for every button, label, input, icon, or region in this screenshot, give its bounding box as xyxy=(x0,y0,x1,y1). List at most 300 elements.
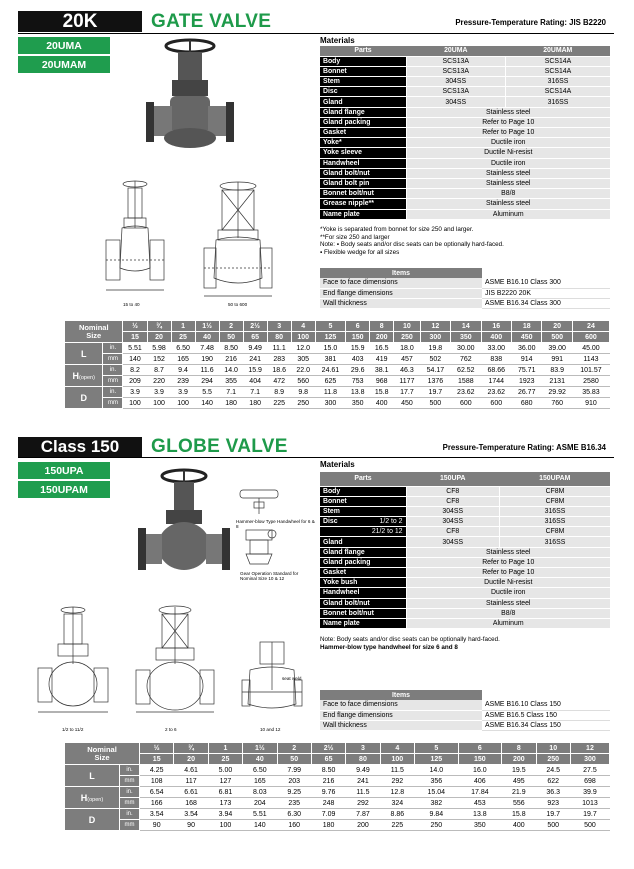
size-mm: 400 xyxy=(481,332,511,343)
item-standard: ASME B16.10 Class 300 xyxy=(482,278,610,288)
globe-code-badge: Class 150 xyxy=(18,437,142,457)
size-mm: 600 xyxy=(572,332,609,343)
dimension-value: 910 xyxy=(572,398,609,409)
dimension-value: 6.30 xyxy=(277,809,311,820)
globe-title: GLOBE VALVE xyxy=(151,436,288,457)
dimension-value: 7.1 xyxy=(243,387,267,398)
material-row xyxy=(320,537,610,547)
unit-in: in. xyxy=(103,387,123,398)
material-common-value: Stainless steel xyxy=(406,598,610,608)
material-common-value: Refer to Page 10 xyxy=(406,557,610,567)
dimension-value: 11.6 xyxy=(195,365,219,376)
material-part: Gasket xyxy=(320,128,406,138)
dimension-value: 13.8 xyxy=(346,387,370,398)
material-row xyxy=(320,486,610,496)
size-mm-row xyxy=(65,754,610,765)
dimension-value: 698 xyxy=(570,776,609,787)
dimension-value: 9.49 xyxy=(346,765,380,776)
dimension-value: 160 xyxy=(277,820,311,831)
size-inch: 2½ xyxy=(243,321,267,332)
size-inch: 6 xyxy=(346,321,370,332)
material-value-a: 304SS xyxy=(406,506,500,516)
item-name: End flange dimensions xyxy=(320,288,482,298)
dimension-letter: H xyxy=(72,370,80,381)
gate-dimension-table xyxy=(64,320,610,409)
dimension-value: 62.52 xyxy=(451,365,481,376)
dimension-value: 400 xyxy=(502,820,536,831)
material-row xyxy=(320,189,610,199)
size-mm: 200 xyxy=(370,332,394,343)
dimension-value: 165 xyxy=(171,354,195,365)
dimension-value: 16.0 xyxy=(458,765,502,776)
unit-mm: mm xyxy=(120,820,140,831)
dimension-value: 209 xyxy=(123,376,147,387)
gate-model-tab-2[interactable]: 20UMAM xyxy=(18,56,110,73)
dimension-row-in xyxy=(65,387,610,398)
size-inch: 8 xyxy=(502,743,536,754)
dimension-value: 14.0 xyxy=(415,765,459,776)
size-inch: 6 xyxy=(458,743,502,754)
dimension-value: 5.51 xyxy=(123,343,147,354)
size-inch: 2½ xyxy=(311,743,345,754)
dimension-letter: L xyxy=(89,770,95,781)
dimension-value: 923 xyxy=(536,798,570,809)
dimension-value: 18.6 xyxy=(267,365,291,376)
dimension-value: 8.86 xyxy=(380,809,414,820)
globe-divider xyxy=(18,457,614,458)
dimension-value: 225 xyxy=(267,398,291,409)
size-mm: 20 xyxy=(147,332,171,343)
dimension-value: 54.17 xyxy=(420,365,450,376)
dimension-label xyxy=(65,387,103,409)
dimension-value: 239 xyxy=(171,376,195,387)
material-part: Gland bolt pin xyxy=(320,178,406,188)
dimension-value: 760 xyxy=(542,398,572,409)
material-part-name: Stem xyxy=(323,507,340,515)
material-value-a: CF8 xyxy=(406,486,500,496)
globe-rating: Pressure-Temperature Rating: ASME B16.34 xyxy=(442,443,606,452)
dimension-value: 15.0 xyxy=(315,343,345,354)
material-part: Bonnet bolt/nut xyxy=(320,608,406,618)
size-inch: 3 xyxy=(267,321,291,332)
globe-drawing-large-label: 10 and 12 xyxy=(260,727,281,732)
dimension-value: 4.25 xyxy=(140,765,174,776)
dimension-value: 600 xyxy=(451,398,481,409)
dimension-value: 1744 xyxy=(481,376,511,387)
size-mm: 20 xyxy=(174,754,208,765)
dimension-value: 5.51 xyxy=(243,809,277,820)
material-common-value: Stainless steel xyxy=(406,107,610,117)
size-mm: 450 xyxy=(512,332,542,343)
dimension-value: 45.00 xyxy=(572,343,609,354)
size-inch-row xyxy=(65,321,610,332)
material-part: Gland packing xyxy=(320,557,406,567)
material-value-b: 316SS xyxy=(500,537,611,547)
material-common-value: Refer to Page 10 xyxy=(406,568,610,578)
material-row xyxy=(320,578,610,588)
dimension-value: 753 xyxy=(346,376,370,387)
gear-operation-drawing xyxy=(238,528,280,566)
material-value-a: SCS13A xyxy=(406,87,506,97)
dimension-value: 8.03 xyxy=(243,787,277,798)
material-part: Stem xyxy=(320,77,406,87)
material-part: Yoke bush xyxy=(320,578,406,588)
dimension-value: 457 xyxy=(394,354,420,365)
dimension-value: 500 xyxy=(536,820,570,831)
dimension-value: 350 xyxy=(346,398,370,409)
dimension-value: 560 xyxy=(291,376,315,387)
dimension-value: 15.9 xyxy=(243,365,267,376)
size-inch: 8 xyxy=(370,321,394,332)
dimension-value: 248 xyxy=(311,798,345,809)
hammer-blow-handwheel-drawing xyxy=(238,486,280,516)
unit-in: in. xyxy=(120,787,140,798)
size-inch: 5 xyxy=(415,743,459,754)
dimension-value: 305 xyxy=(291,354,315,365)
size-inch: ¾ xyxy=(147,321,171,332)
dimension-value: 190 xyxy=(195,354,219,365)
items-header: Items xyxy=(320,690,482,700)
dimension-value: 30.00 xyxy=(451,343,481,354)
dimension-value: 241 xyxy=(243,354,267,365)
globe-valve-photo xyxy=(136,468,232,584)
globe-model-tab-1[interactable]: 150UPA xyxy=(18,462,110,479)
size-mm: 15 xyxy=(123,332,147,343)
dimension-value: 356 xyxy=(415,776,459,787)
material-row xyxy=(320,527,610,537)
material-value-b: 316SS xyxy=(506,77,611,87)
dimension-value: 11.5 xyxy=(346,787,380,798)
dimension-row-in xyxy=(65,787,610,798)
dimension-value: 39.00 xyxy=(542,343,572,354)
dimension-value: 16.5 xyxy=(370,343,394,354)
size-inch: 12 xyxy=(570,743,609,754)
material-common-value: B8/8 xyxy=(406,189,610,199)
material-row xyxy=(320,77,610,87)
size-mm: 65 xyxy=(243,332,267,343)
size-mm: 65 xyxy=(311,754,345,765)
gate-model-tab-1[interactable]: 20UMA xyxy=(18,37,110,54)
dimension-value: 3.94 xyxy=(208,809,242,820)
dimension-value: 7.48 xyxy=(195,343,219,354)
items-row xyxy=(320,278,610,288)
size-inch: 1 xyxy=(208,743,242,754)
dimension-sub: (open) xyxy=(79,374,95,381)
dimension-value: 3.9 xyxy=(123,387,147,398)
items-header-blank xyxy=(482,268,610,278)
item-standard: JIS B2220 20K xyxy=(482,288,610,298)
dimension-value: 220 xyxy=(147,376,171,387)
material-row xyxy=(320,117,610,127)
dimension-label xyxy=(65,787,120,809)
dimension-value: 23.62 xyxy=(481,387,511,398)
dimension-value: 8.9 xyxy=(267,387,291,398)
gate-drawing-large xyxy=(198,178,278,308)
dimension-value: 250 xyxy=(415,820,459,831)
dimension-value: 127 xyxy=(208,776,242,787)
size-mm: 300 xyxy=(570,754,609,765)
dimension-value: 140 xyxy=(195,398,219,409)
material-part xyxy=(320,496,406,506)
dimension-value: 100 xyxy=(208,820,242,831)
dimension-value: 4.61 xyxy=(174,765,208,776)
dimension-value: 180 xyxy=(311,820,345,831)
dimension-label xyxy=(65,343,103,365)
dimension-value: 292 xyxy=(346,798,380,809)
dimension-value: 68.66 xyxy=(481,365,511,376)
item-name: Face to face dimensions xyxy=(320,278,482,288)
dimension-value: 204 xyxy=(243,798,277,809)
size-inch: 5 xyxy=(315,321,345,332)
dimension-value: 35.83 xyxy=(572,387,609,398)
dimension-value: 36.00 xyxy=(512,343,542,354)
dimension-row-mm xyxy=(65,354,610,365)
material-value-b: SCS14A xyxy=(506,56,611,66)
size-inch: 2 xyxy=(219,321,243,332)
dimension-value: 400 xyxy=(370,398,394,409)
material-common-value: Refer to Page 10 xyxy=(406,128,610,138)
size-inch: 1½ xyxy=(243,743,277,754)
dimension-value: 29.6 xyxy=(346,365,370,376)
dimension-value: 203 xyxy=(277,776,311,787)
dimension-value: 382 xyxy=(415,798,459,809)
material-part: Yoke sleeve xyxy=(320,148,406,158)
globe-drawing-small-label: 1/2 to 11/2 xyxy=(62,727,84,732)
size-mm: 80 xyxy=(346,754,380,765)
dimension-row-in xyxy=(65,365,610,376)
dimension-value: 19.5 xyxy=(502,765,536,776)
globe-drawing-mid xyxy=(132,604,218,724)
size-mm: 100 xyxy=(291,332,315,343)
items-header-row xyxy=(320,690,610,700)
unit-mm: mm xyxy=(103,398,123,409)
material-part-range: 1/2 to 2 xyxy=(379,518,403,526)
dimension-value: 11.1 xyxy=(267,343,291,354)
material-value-b: CF8M xyxy=(500,527,611,537)
material-part xyxy=(320,527,406,537)
dimension-value: 29.92 xyxy=(542,387,572,398)
dimension-value: 24.61 xyxy=(315,365,345,376)
material-part-name: Body xyxy=(323,487,341,495)
globe-model-tab-2[interactable]: 150UPAM xyxy=(18,481,110,498)
dimension-value: 46.3 xyxy=(394,365,420,376)
size-inch: 10 xyxy=(394,321,420,332)
material-part: Yoke* xyxy=(320,138,406,148)
material-value-b: SCS14A xyxy=(506,87,611,97)
dimension-value: 762 xyxy=(451,354,481,365)
material-row xyxy=(320,168,610,178)
material-row xyxy=(320,158,610,168)
gate-drawing-small-label: 15 to 40 xyxy=(123,302,140,307)
material-row xyxy=(320,588,610,598)
dimension-value: 9.8 xyxy=(291,387,315,398)
dimension-value: 500 xyxy=(570,820,609,831)
dimension-value: 7.09 xyxy=(311,809,345,820)
material-common-value: Ductile Ni-resist xyxy=(406,148,610,158)
size-mm: 200 xyxy=(502,754,536,765)
material-part: Body xyxy=(320,56,406,66)
size-mm: 50 xyxy=(277,754,311,765)
material-part: Disc xyxy=(320,87,406,97)
material-part-range: 21/2 to 12 xyxy=(371,528,403,536)
globe-materials-table xyxy=(320,472,610,629)
gate-valve-photo xyxy=(140,38,240,156)
dimension-label xyxy=(65,809,120,831)
dimension-value: 292 xyxy=(380,776,414,787)
dimension-value: 1013 xyxy=(570,798,609,809)
dimension-row-in xyxy=(65,343,610,354)
dimension-value: 83.9 xyxy=(542,365,572,376)
dimension-value: 173 xyxy=(208,798,242,809)
material-common-value: Aluminum xyxy=(406,618,610,628)
material-part: Bonnet bolt/nut xyxy=(320,189,406,199)
gate-divider xyxy=(18,33,614,34)
material-row xyxy=(320,199,610,209)
size-mm: 15 xyxy=(140,754,174,765)
dimension-value: 26.77 xyxy=(512,387,542,398)
dimension-value: 12.8 xyxy=(380,787,414,798)
dimension-value: 100 xyxy=(147,398,171,409)
dimension-value: 9.25 xyxy=(277,787,311,798)
item-standard: ASME B16.34 Class 150 xyxy=(482,720,610,730)
material-value-b: 316SS xyxy=(506,97,611,107)
items-row xyxy=(320,720,610,730)
unit-in: in. xyxy=(120,809,140,820)
gate-drawing-large-label: 50 to 600 xyxy=(228,302,248,307)
dimension-value: 404 xyxy=(243,376,267,387)
dimension-value: 1143 xyxy=(572,354,609,365)
size-mm: 125 xyxy=(415,754,459,765)
material-row xyxy=(320,608,610,618)
material-part xyxy=(320,517,406,527)
gate-materials-label: Materials xyxy=(320,36,355,45)
material-row xyxy=(320,618,610,628)
dimension-row-mm xyxy=(65,376,610,387)
size-mm: 500 xyxy=(542,332,572,343)
dimension-value: 419 xyxy=(370,354,394,365)
dimension-value: 11.5 xyxy=(380,765,414,776)
dimension-value: 101.57 xyxy=(572,365,609,376)
globe-materials-label: Materials xyxy=(320,460,355,469)
size-inch: 10 xyxy=(536,743,570,754)
item-standard: ASME B16.10 Class 150 xyxy=(482,700,610,710)
dimension-value: 7.87 xyxy=(346,809,380,820)
dimension-value: 19.7 xyxy=(420,387,450,398)
material-row xyxy=(320,496,610,506)
dimension-value: 6.81 xyxy=(208,787,242,798)
material-row xyxy=(320,568,610,578)
dimension-value: 5.00 xyxy=(208,765,242,776)
size-mm: 300 xyxy=(420,332,450,343)
dimension-value: 117 xyxy=(174,776,208,787)
dimension-value: 1588 xyxy=(451,376,481,387)
dimension-row-mm xyxy=(65,798,610,809)
material-value-b: CF8M xyxy=(500,496,611,506)
dimension-value: 250 xyxy=(291,398,315,409)
material-part: Gland bolt/nut xyxy=(320,168,406,178)
dimension-row-in xyxy=(65,809,610,820)
material-value-a: CF8 xyxy=(406,496,500,506)
unit-mm: mm xyxy=(103,376,123,387)
dimension-value: 22.0 xyxy=(291,365,315,376)
nominal-word: Nominal xyxy=(87,744,117,754)
size-mm: 40 xyxy=(195,332,219,343)
material-row xyxy=(320,66,610,76)
size-inch: ½ xyxy=(140,743,174,754)
dimension-value: 914 xyxy=(512,354,542,365)
material-common-value: Stainless steel xyxy=(406,168,610,178)
material-part: Gasket xyxy=(320,568,406,578)
mat-col-parts: Parts xyxy=(320,472,406,486)
material-part: Gland xyxy=(320,97,406,107)
dimension-value: 168 xyxy=(174,798,208,809)
size-mm: 150 xyxy=(458,754,502,765)
material-part xyxy=(320,506,406,516)
material-value-a: 304SS xyxy=(406,77,506,87)
material-part: Bonnet xyxy=(320,66,406,76)
size-mm: 25 xyxy=(171,332,195,343)
dimension-value: 991 xyxy=(542,354,572,365)
size-mm: 40 xyxy=(243,754,277,765)
dimension-value: 180 xyxy=(219,398,243,409)
dimension-value: 9.84 xyxy=(415,809,459,820)
mat-col-parts: Parts xyxy=(320,46,406,56)
dimension-value: 27.5 xyxy=(570,765,609,776)
mat-col-model-a: 20UMA xyxy=(406,46,506,56)
dimension-value: 6.50 xyxy=(243,765,277,776)
dimension-value: 1376 xyxy=(420,376,450,387)
dimension-value: 18.0 xyxy=(394,343,420,354)
dimension-value: 556 xyxy=(502,798,536,809)
dimension-value: 14.0 xyxy=(219,365,243,376)
gate-notes xyxy=(320,226,610,256)
dimension-row-mm xyxy=(65,820,610,831)
globe-drawing-large xyxy=(240,640,304,724)
unit-in: in. xyxy=(103,365,123,376)
size-inch: 1½ xyxy=(195,321,219,332)
mat-col-model-b: 150UPAM xyxy=(500,472,611,486)
gate-materials-table xyxy=(320,46,610,220)
material-common-value: Refer to Page 10 xyxy=(406,117,610,127)
dimension-value: 152 xyxy=(147,354,171,365)
material-part: Gland bolt/nut xyxy=(320,598,406,608)
dimension-value: 300 xyxy=(315,398,345,409)
material-row xyxy=(320,598,610,608)
unit-in: in. xyxy=(120,765,140,776)
dimension-value: 680 xyxy=(512,398,542,409)
size-word: Size xyxy=(86,330,102,340)
material-common-value: Ductile Ni-resist xyxy=(406,578,610,588)
material-common-value: B8/8 xyxy=(406,608,610,618)
dimension-value: 2131 xyxy=(542,376,572,387)
dimension-value: 495 xyxy=(502,776,536,787)
material-common-value: Stainless steel xyxy=(406,178,610,188)
size-mm: 50 xyxy=(219,332,243,343)
dimension-value: 450 xyxy=(394,398,420,409)
dimension-value: 355 xyxy=(219,376,243,387)
size-mm: 150 xyxy=(346,332,370,343)
dimension-value: 166 xyxy=(140,798,174,809)
dimension-value: 500 xyxy=(420,398,450,409)
dimension-value: 6.54 xyxy=(140,787,174,798)
material-value-b: 316SS xyxy=(500,506,611,516)
material-part-name: Bonnet xyxy=(323,497,347,505)
dimension-value: 6.61 xyxy=(174,787,208,798)
dimension-letter: L xyxy=(80,348,87,359)
hammer-blow-label: Hammer-blow Type Handwheel for 6 & 8 xyxy=(236,519,315,529)
material-row xyxy=(320,506,610,516)
dimension-value: 453 xyxy=(458,798,502,809)
